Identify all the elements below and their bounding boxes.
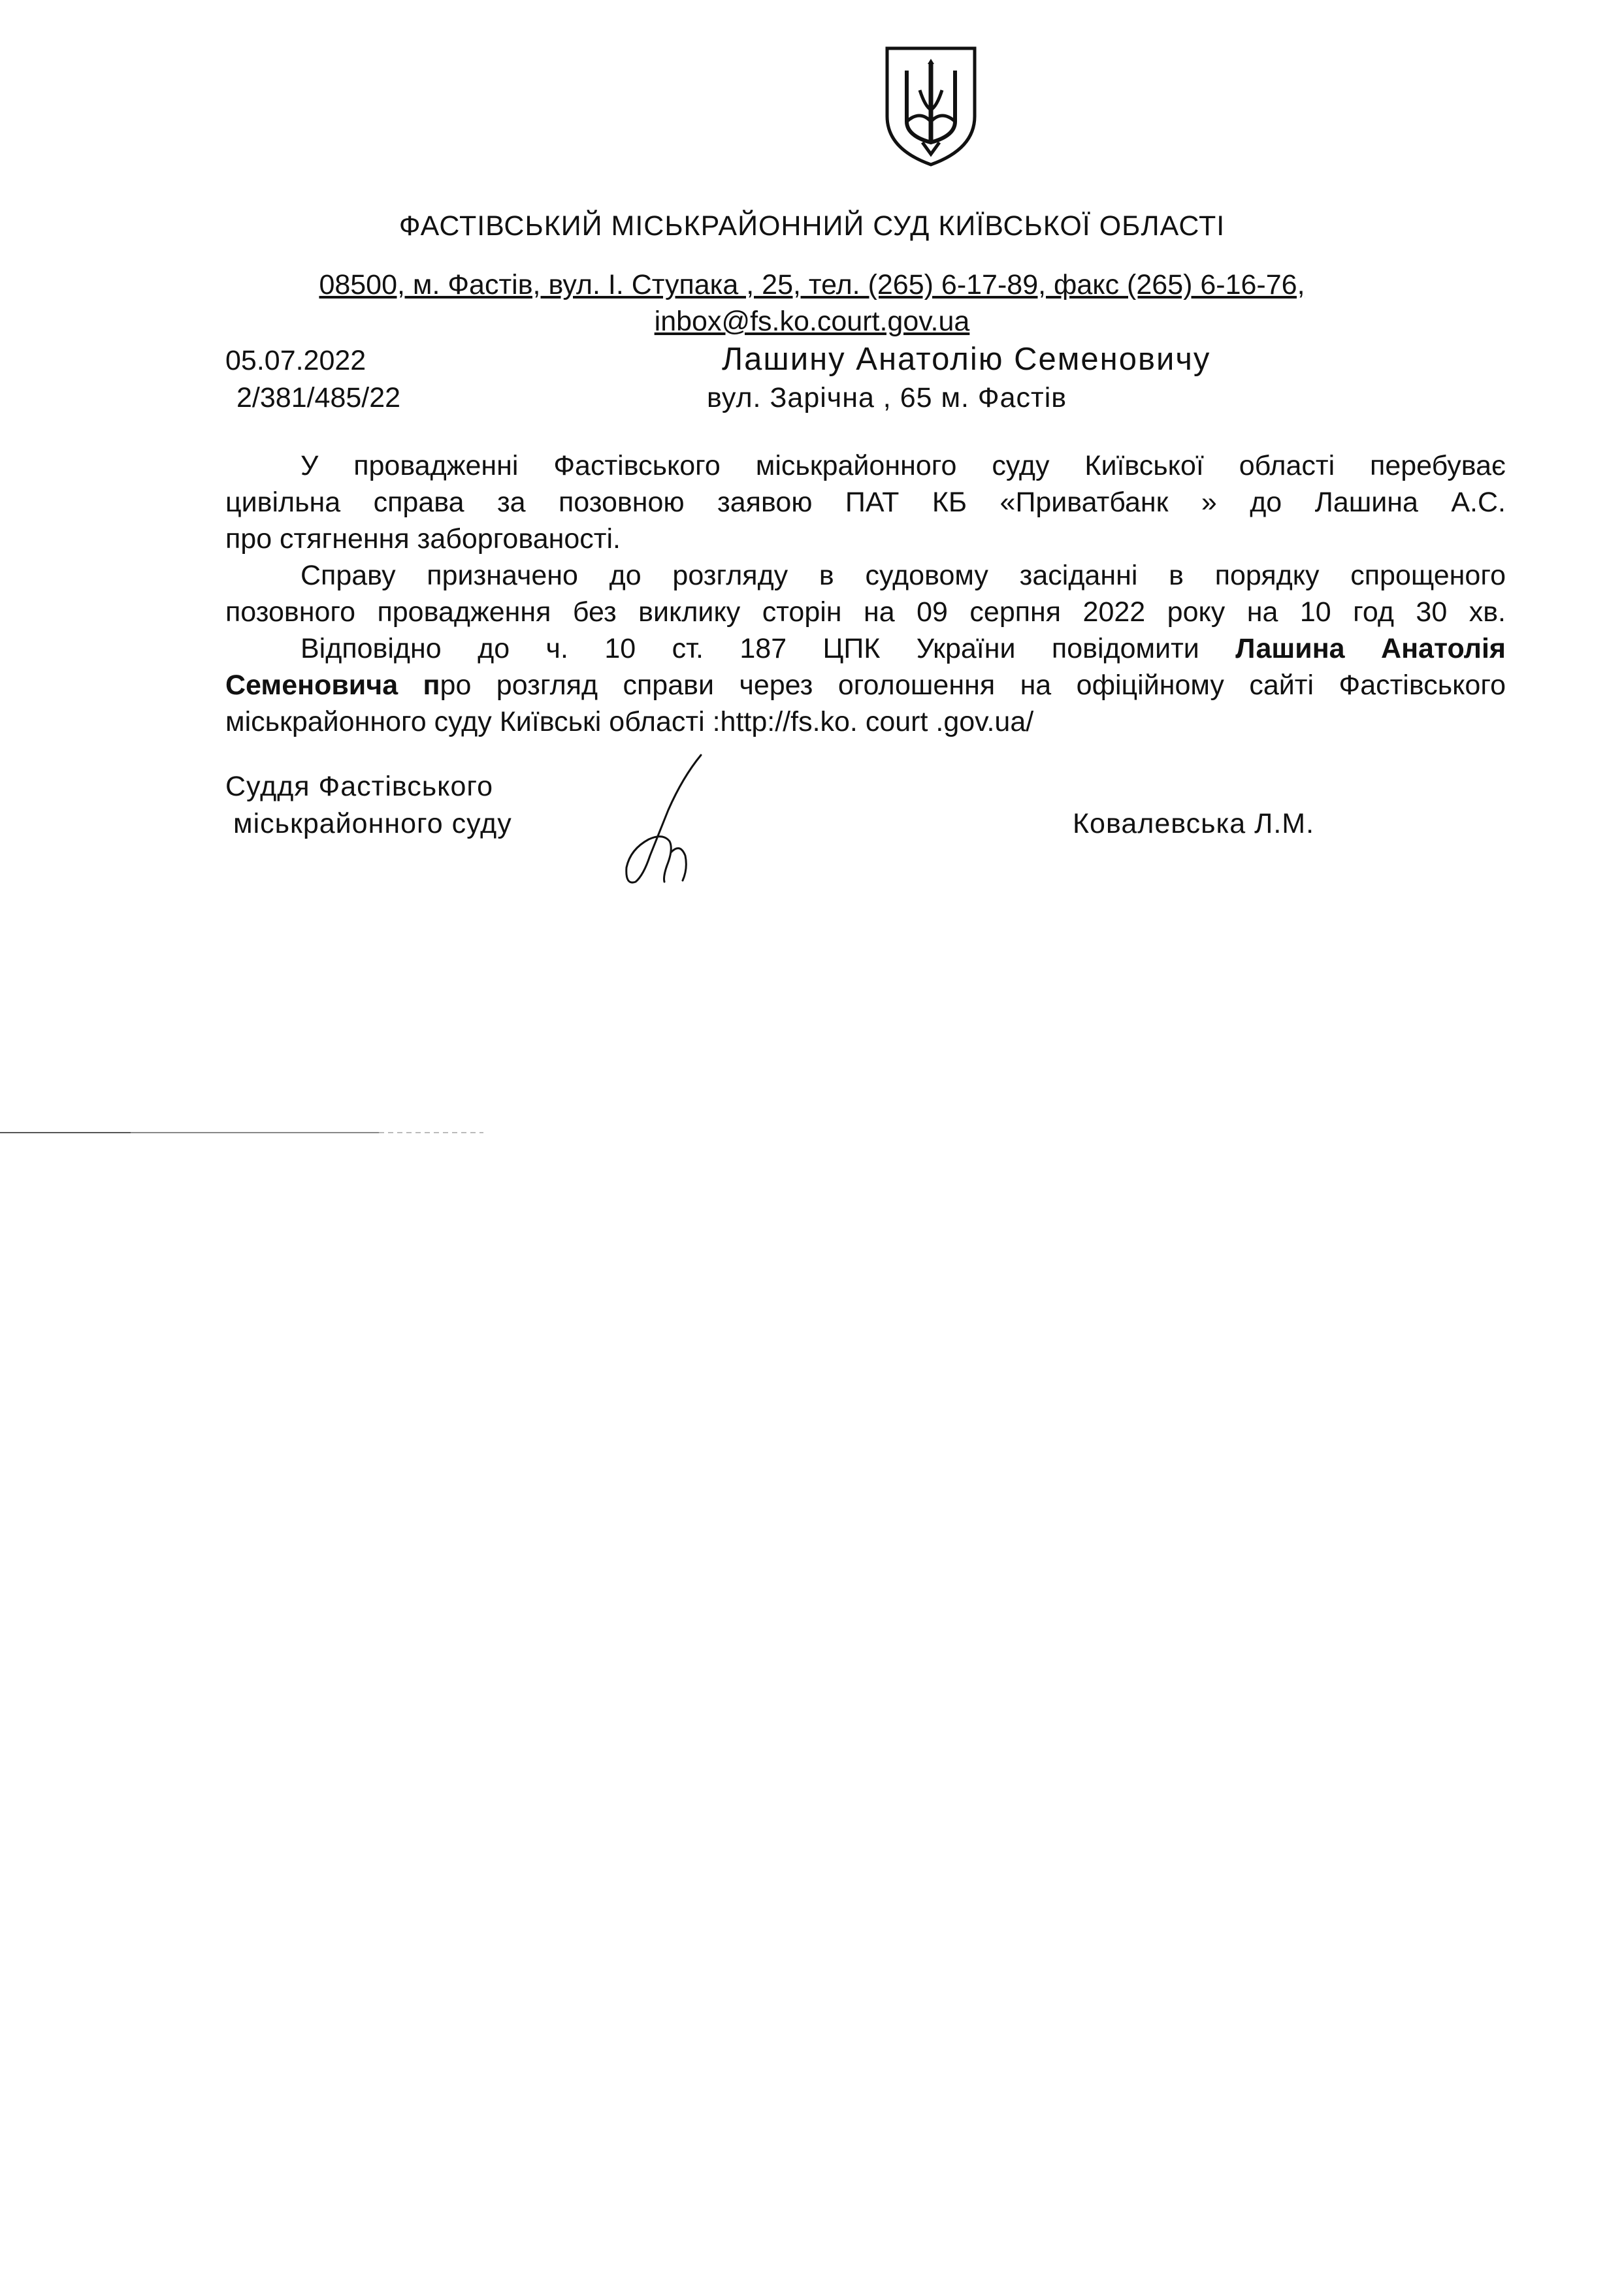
recipient-name: Лашину Анатолію Семеновичу xyxy=(722,342,1211,377)
court-email: inbox@fs.ko.court.gov.ua xyxy=(654,306,970,337)
paragraph-2-line-1: Справу призначено до розгляду в судовому засіданні в порядку спрощеного xyxy=(300,560,1506,591)
judge-title-line-2: міськрайонного суду xyxy=(233,808,512,839)
court-address: 08500, м. Фастів, вул. І. Ступака , 25, тел. (265) 6-17-89, факс (265) 6-16-76, xyxy=(319,269,1305,300)
recipient-address: вул. Зарічна , 65 м. Фастів xyxy=(707,382,1067,413)
paragraph-1-line-1: У провадженні Фастівського міськрайонного суду Київської області перебуває xyxy=(300,450,1506,481)
court-title: ФАСТІВСЬКИЙ МІСЬКРАЙОННИЙ СУД КИЇВСЬКОЇ ОБЛАСТІ xyxy=(398,210,1226,242)
notice-body xyxy=(225,447,1506,740)
case-number: 2/381/485/22 xyxy=(236,382,401,413)
paragraph-3-text-a: Відповідно до ч. 10 ст. 187 ЦПК України повідомити xyxy=(300,633,1199,664)
horizontal-rule xyxy=(0,1131,483,1134)
paragraph-1-line-3: про стягнення заборгованості. xyxy=(225,523,621,555)
court-email-line xyxy=(0,306,1624,338)
defendant-name-part-1: Лашина Анатолія xyxy=(1235,633,1506,664)
defendant-name-part-2: Семеновича п xyxy=(225,670,440,701)
trident-emblem-icon xyxy=(882,44,980,169)
paragraph-3-text-b: ро розгляд справи через оголошення на офіційному сайті Фастівського xyxy=(440,670,1506,701)
paragraph-3-line-3: міськрайонного суду Київські області :http://fs.ko. court .gov.ua/ xyxy=(225,706,1034,737)
judge-title-line-1: Суддя Фастівського xyxy=(225,771,494,802)
paragraph-3-line-2 xyxy=(225,667,1506,703)
handwritten-signature-icon xyxy=(617,751,709,888)
paragraph-2-line-2: позовного провадження без виклику сторін на 09 серпня 2022 року на 10 год 30 хв. xyxy=(225,596,1506,628)
paragraph-3-line-1 xyxy=(225,630,1506,667)
paragraph-1-line-2: цивільна справа за позовною заявою ПАТ КБ «Приватбанк » до Лашина А.С. xyxy=(225,487,1506,518)
document-date: 05.07.2022 xyxy=(225,345,366,376)
judge-name: Ковалевська Л.М. xyxy=(1073,808,1315,839)
